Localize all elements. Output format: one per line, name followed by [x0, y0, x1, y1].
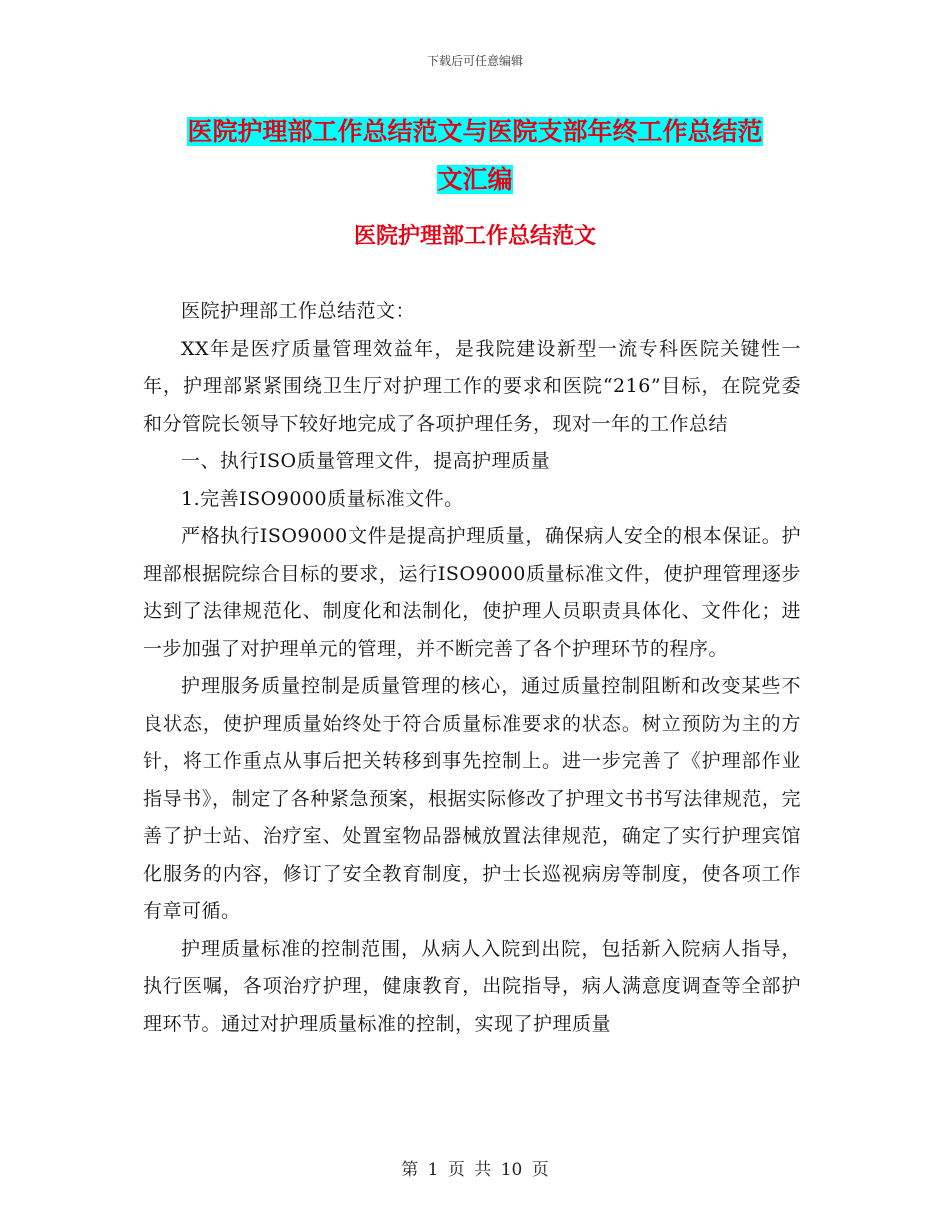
document-title-line-2: 文汇编	[437, 165, 513, 194]
paragraph: 严格执行ISO9000文件是提高护理质量，确保病人安全的根本保证。护理部根据院综合目标的要求，运行ISO9000质量标准文件，使护理管理逐步达到了法律规范化、制度化和法制化，使护理人员职责具体化、文件化；进一步加强了对护理单元的管理，并不断完善了各个护理环节的程序。	[143, 525, 801, 660]
header-note: 下载后可任意编辑	[426, 54, 523, 68]
document-title-line-1: 医院护理部工作总结范文与医院支部年终工作总结范	[187, 117, 763, 146]
section-title: 医院护理部工作总结范文	[353, 223, 596, 249]
document-body	[143, 293, 801, 1043]
document-title	[145, 108, 805, 204]
page-footer: 第 1 页 共 10 页	[401, 1160, 549, 1180]
paragraph: 医院护理部工作总结范文：	[181, 300, 416, 322]
paragraph: 护理质量标准的控制范围，从病人入院到出院，包括新入院病人指导，执行医嘱，各项治疗护理，健康教育，出院指导，病人满意度调查等全部护理环节。通过对护理质量标准的控制，实现了护理质量	[143, 937, 801, 1035]
paragraph: 护理服务质量控制是质量管理的核心，通过质量控制阻断和改变某些不良状态，使护理质量始终处于符合质量标准要求的状态。树立预防为主的方针，将工作重点从事后把关转移到事先控制上。进一步完善了《护理部作业指导书》，制定了各种紧急预案，根据实际修改了护理文书书写法律规范，完善了护士站、治疗室、处置室物品器械放置法律规范，确定了实行护理宾馆化服务的内容，修订了安全教育制度，护士长巡视病房等制度，使各项工作有章可循。	[143, 675, 801, 922]
paragraph: XX年是医疗质量管理效益年，是我院建设新型一流专科医院关键性一年，护理部紧紧围绕卫生厅对护理工作的要求和医院“216”目标，在院党委和分管院长领导下较好地完成了各项护理任务，现对一年的工作总结	[143, 337, 801, 435]
paragraph: 1.完善ISO9000质量标准文件。	[181, 487, 464, 510]
paragraph: 一、执行ISO质量管理文件，提高护理质量	[181, 450, 551, 472]
